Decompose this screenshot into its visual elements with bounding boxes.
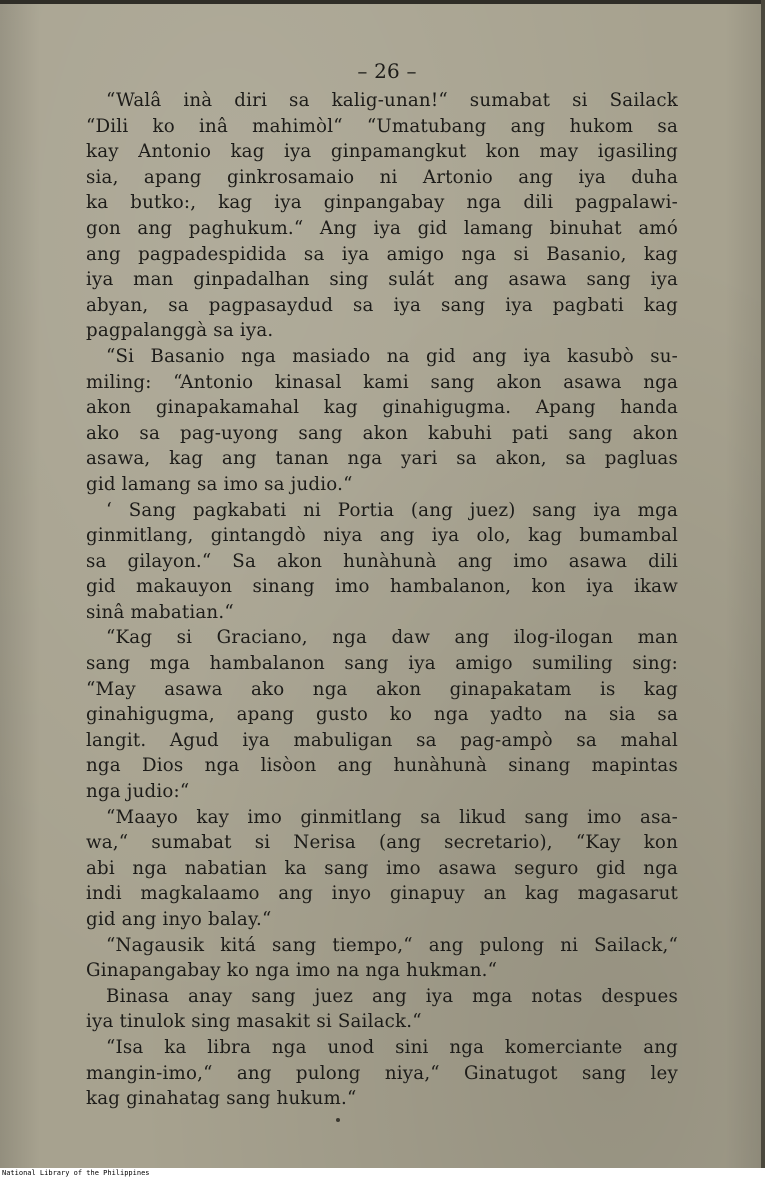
text-line: abi nga nabatian ka sang imo asawa seguro gid nga xyxy=(86,857,678,879)
text-line: iya tinulok sing masakit si Sailack.“ xyxy=(86,1011,422,1033)
text-line: asawa, kag ang tanan nga yari sa akon, sa pagluas xyxy=(86,448,678,470)
text-line: ginmitlang, gintangdò niya ang iya olo, kag bumambal xyxy=(86,525,678,547)
text-line: gid ang inyo balay.“ xyxy=(86,909,272,930)
text-line: sinâ mabatian.“ xyxy=(86,601,234,623)
text-line: “Walâ inà diri sa kalig-unan!“ sumabat si Sailack xyxy=(106,90,678,111)
text-line: miling: “Antonio kinasal kami sang akon asawa nga xyxy=(86,371,678,393)
library-credit: National Library of the Philippines xyxy=(2,1169,150,1177)
text-line: “May asawa ako nga akon ginapakatam is kag xyxy=(86,678,678,700)
text-line: sang mga hambalanon sang iya amigo sumiling sing: xyxy=(86,653,678,675)
text-lines xyxy=(86,88,678,1112)
text-line: “Nagausik kitá sang tiempo,“ ang pulong ni Sailack,“ xyxy=(106,934,678,956)
text-line: “Si Basanio nga masiado na gid ang iya kasubò su- xyxy=(106,345,678,367)
text-line: nga Dios nga lisòon ang hunàhunà sinang mapintas xyxy=(86,755,678,777)
text-line: “Dili ko inâ mahimòl“ “Umatubang ang hukom sa xyxy=(86,115,678,137)
scan-edge-top xyxy=(0,0,765,4)
text-line: mangin-imo,“ ang pulong niya,“ Ginatugot sang ley xyxy=(86,1062,678,1084)
text-line: langit. Agud iya mabuligan sa pag-ampò sa mahal xyxy=(86,729,678,751)
text-line: gon ang paghukum.“ Ang iya gid lamang binuhat amó xyxy=(86,217,678,239)
page-number: – 26 – xyxy=(357,59,417,83)
text-line: “Maayo kay imo ginmitlang sa likud sang imo asa- xyxy=(106,806,678,828)
text-line: akon ginapakamahal kag ginahigugma. Apang handa xyxy=(86,397,678,419)
text-line: ginahigugma, apang gusto ko nga yadto na sia sa xyxy=(86,704,678,726)
text-line: ako sa pag-uyong sang akon kabuhi pati sang akon xyxy=(86,422,678,444)
text-line: gid makauyon sinang imo hambalanon, kon iya ikaw xyxy=(86,576,678,598)
ink-dot-mark xyxy=(336,1118,340,1122)
text-line: “Isa ka libra nga unod sini nga komerciante ang xyxy=(106,1036,678,1058)
text-line: ka butko:, kag iya ginpangabay nga dili pagpalawi- xyxy=(86,192,678,214)
text-line: indi magkalaamo ang inyo ginapuy an kag magasarut xyxy=(86,883,678,905)
text-line: gid lamang sa imo sa judio.“ xyxy=(86,473,353,495)
text-line: Ginapangabay ko nga imo na nga hukman.“ xyxy=(86,960,498,982)
text-line: wa,“ sumabat si Nerisa (ang secretario), “Kay kon xyxy=(86,832,678,854)
text-line: iya man ginpadalhan sing sulát ang asawa sang iya xyxy=(86,269,678,291)
text-line: Binasa anay sang juez ang iya mga notas despues xyxy=(106,985,678,1007)
text-line: “Kag si Graciano, nga daw ang ilog-ilogan man xyxy=(106,627,678,649)
text-line: kag ginahatag sang hukum.“ xyxy=(86,1088,357,1110)
text-line: kay Antonio kag iya ginpamangkut kon may igasiling xyxy=(86,141,678,163)
text-line: pagpalanggà sa iya. xyxy=(86,320,274,342)
scan-edge-right xyxy=(761,0,765,1168)
text-line: ‘ Sang pagkabati ni Portia (ang juez) sang iya mga xyxy=(106,499,678,521)
text-line: nga judio:“ xyxy=(86,781,190,803)
text-line: ang pagpadespidida sa iya amigo nga si Basanio, kag xyxy=(86,243,678,265)
text-line: abyan, sa pagpasaydud sa iya sang iya pagbati kag xyxy=(86,294,678,316)
page-text-block xyxy=(86,56,678,1112)
text-line: sa gilayon.“ Sa akon hunàhunà ang imo asawa dili xyxy=(86,550,678,572)
text-line: sia, apang ginkrosamaio ni Artonio ang iya duha xyxy=(86,166,678,188)
